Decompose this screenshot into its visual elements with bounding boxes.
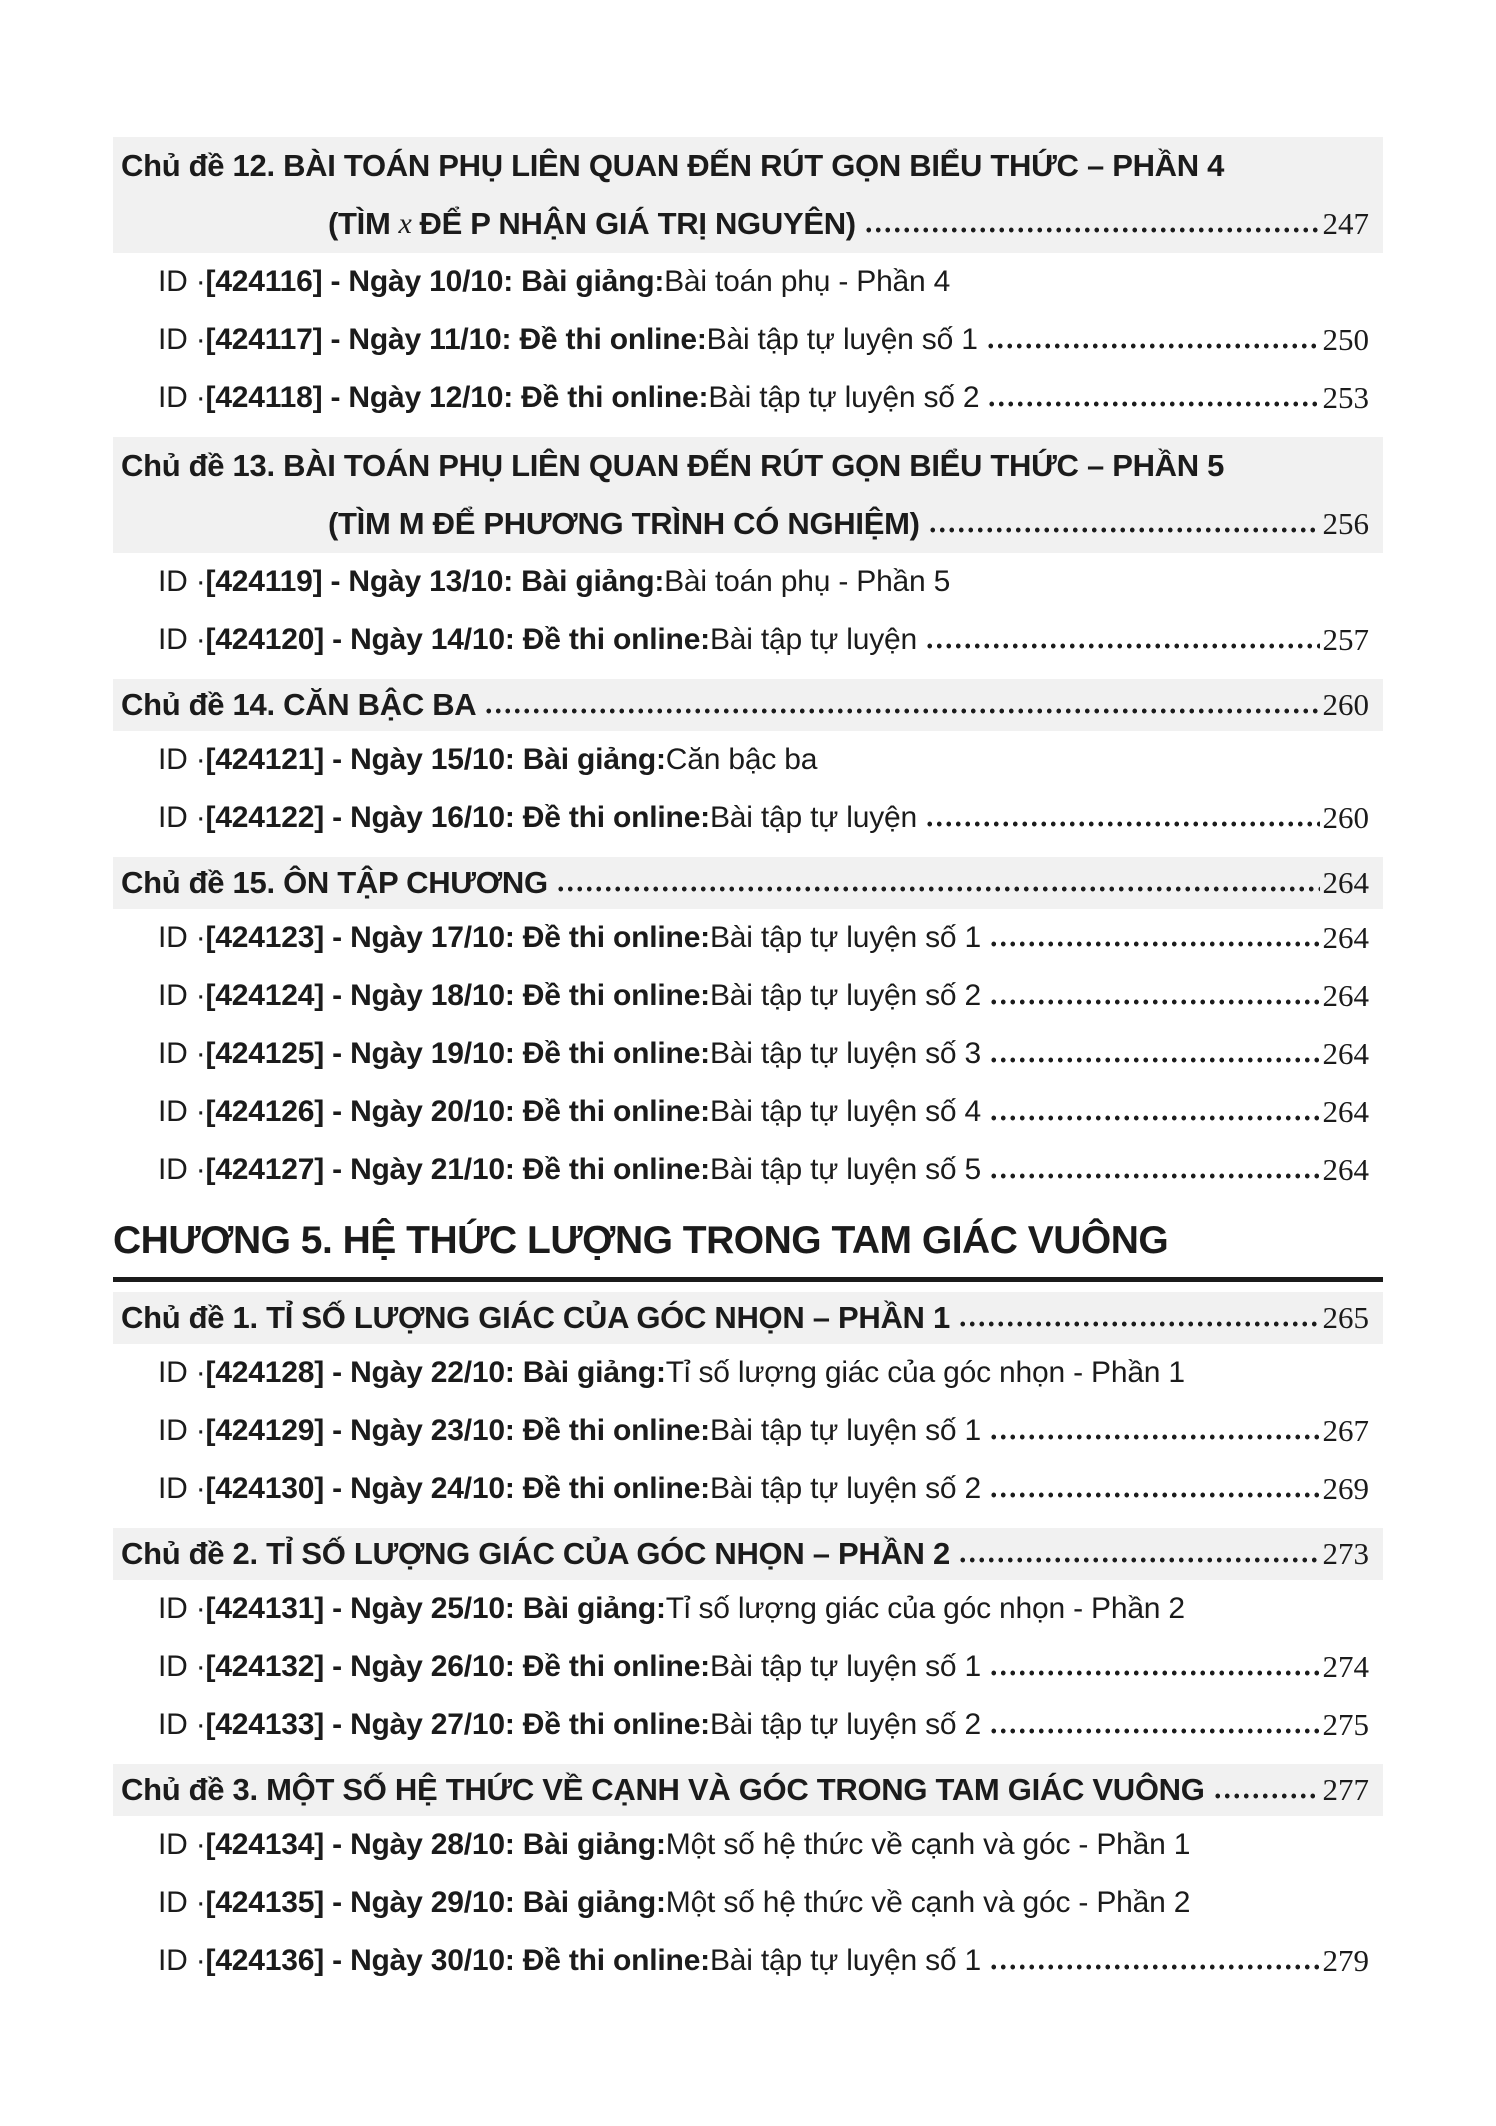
page-number: 269 xyxy=(1322,1471,1369,1506)
item-id-label: ID · xyxy=(158,1356,206,1389)
item-code-date: [424118] - Ngày 12/10: Đề thi online: xyxy=(205,381,709,414)
dot-leader xyxy=(989,1710,1319,1740)
item-title: Bài tập tự luyện số 1 xyxy=(709,1414,982,1447)
topic-title: Chủ đề 1. TỈ SỐ LƯỢNG GIÁC CỦA GÓC NHỌN – PHẦN 1 xyxy=(121,1300,950,1335)
page-number: 274 xyxy=(1322,1649,1369,1684)
dot-leader xyxy=(987,383,1319,413)
dot-leader xyxy=(925,803,1320,833)
page-number: 264 xyxy=(1322,1094,1369,1129)
toc-item xyxy=(113,909,1383,967)
topic-title: Chủ đề 3. MỘT SỐ HỆ THỨC VỀ CẠNH VÀ GÓC TRONG TAM GIÁC VUÔNG xyxy=(121,1772,1205,1807)
toc-item xyxy=(113,1580,1383,1638)
item-code-date: [424120] - Ngày 14/10: Đề thi online: xyxy=(205,623,710,656)
item-code-date: [424126] - Ngày 20/10: Đề thi online: xyxy=(205,1095,710,1128)
page-number: 264 xyxy=(1322,1152,1369,1187)
item-title: Bài tập tự luyện số 2 xyxy=(708,381,980,414)
item-id-label: ID · xyxy=(158,265,206,298)
page-number: 253 xyxy=(1322,380,1369,415)
item-id-label: ID · xyxy=(158,565,206,598)
item-id-label: ID · xyxy=(158,1944,206,1977)
topic-heading-line xyxy=(113,679,1383,731)
item-title: Một số hệ thức về cạnh và góc - Phần 2 xyxy=(665,1886,1191,1919)
item-id-label: ID · xyxy=(158,323,206,356)
page-number: 264 xyxy=(1322,978,1369,1013)
item-code-date: [424119] - Ngày 13/10: Bài giảng: xyxy=(205,565,665,598)
toc-item xyxy=(113,789,1383,847)
toc-item xyxy=(113,311,1383,369)
item-code-date: [424127] - Ngày 21/10: Đề thi online: xyxy=(205,1153,710,1186)
topic-heading xyxy=(113,679,1383,731)
topic-subtitle: (TÌM xyxy=(328,206,391,241)
dot-leader xyxy=(989,981,1319,1011)
dot-leader xyxy=(986,325,1320,355)
item-title: Bài tập tự luyện số 1 xyxy=(706,323,978,356)
toc-item xyxy=(113,731,1383,789)
item-title: Bài tập tự luyện số 5 xyxy=(709,1153,982,1186)
topic-title: Chủ đề 14. CĂN BẬC BA xyxy=(121,687,477,722)
page-number: 264 xyxy=(1322,865,1369,900)
item-id-label: ID · xyxy=(158,1037,206,1070)
dot-leader xyxy=(928,509,1320,539)
item-title: Bài tập tự luyện số 1 xyxy=(709,1650,982,1683)
item-title: Bài tập tự luyện số 2 xyxy=(709,979,982,1012)
item-id-label: ID · xyxy=(158,1095,206,1128)
toc-item xyxy=(113,967,1383,1025)
item-id-label: ID · xyxy=(158,1650,206,1683)
toc-item xyxy=(113,253,1383,311)
item-code-date: [424134] - Ngày 28/10: Bài giảng: xyxy=(205,1828,666,1861)
dot-leader xyxy=(989,1946,1319,1976)
toc-item xyxy=(113,1816,1383,1874)
item-id-label: ID · xyxy=(158,381,206,414)
chapter-title: CHƯƠNG 5. HỆ THỨC LƯỢNG TRONG TAM GIÁC VUÔNG xyxy=(113,1219,1169,1262)
topic-heading xyxy=(113,437,1383,553)
item-code-date: [424128] - Ngày 22/10: Bài giảng: xyxy=(205,1356,666,1389)
topic-subtitle-cont: ĐỂ P NHẬN GIÁ TRỊ NGUYÊN) xyxy=(419,206,856,241)
page-number: 250 xyxy=(1322,322,1369,357)
chapter-heading-block xyxy=(113,1213,1383,1282)
toc-item xyxy=(113,553,1383,611)
page-number: 247 xyxy=(1322,206,1369,241)
topic-subtitle-line xyxy=(113,495,1383,553)
item-id-label: ID · xyxy=(158,1592,206,1625)
item-id-label: ID · xyxy=(158,1886,206,1919)
item-code-date: [424129] - Ngày 23/10: Đề thi online: xyxy=(205,1414,710,1447)
page-number: 260 xyxy=(1322,687,1369,722)
topic-title: Chủ đề 12. BÀI TOÁN PHỤ LIÊN QUAN ĐẾN RÚT GỌN BIỂU THỨC – PHẦN 4 xyxy=(121,148,1225,183)
item-title: Bài tập tự luyện số 4 xyxy=(709,1095,982,1128)
item-code-date: [424123] - Ngày 17/10: Đề thi online: xyxy=(205,921,710,954)
item-title: Căn bậc ba xyxy=(665,743,818,776)
page-number: 256 xyxy=(1322,506,1369,541)
topic-subtitle-line xyxy=(113,195,1383,253)
dot-leader xyxy=(989,1474,1319,1504)
item-title: Bài tập tự luyện xyxy=(709,623,917,656)
dot-leader xyxy=(925,625,1320,655)
toc-item xyxy=(113,1932,1383,1990)
item-id-label: ID · xyxy=(158,979,206,1012)
dot-leader xyxy=(989,1097,1319,1127)
toc-item xyxy=(113,1344,1383,1402)
toc-item xyxy=(113,1460,1383,1518)
topic-heading-line xyxy=(113,1764,1383,1816)
page-number: 264 xyxy=(1322,920,1369,955)
item-title: Tỉ số lượng giác của góc nhọn - Phần 1 xyxy=(665,1356,1185,1389)
page-number: 257 xyxy=(1322,622,1369,657)
item-title: Bài tập tự luyện số 1 xyxy=(709,1944,982,1977)
chapter-divider xyxy=(113,1277,1383,1282)
item-title: Bài tập tự luyện số 3 xyxy=(709,1037,982,1070)
item-id-label: ID · xyxy=(158,743,206,776)
topic-heading xyxy=(113,857,1383,909)
topic-heading-line xyxy=(113,857,1383,909)
dot-leader xyxy=(958,1303,1320,1333)
item-code-date: [424131] - Ngày 25/10: Bài giảng: xyxy=(205,1592,666,1625)
page-number: 267 xyxy=(1322,1413,1369,1448)
topic-heading-line xyxy=(113,437,1383,495)
topic-title: Chủ đề 2. TỈ SỐ LƯỢNG GIÁC CỦA GÓC NHỌN – PHẦN 2 xyxy=(121,1536,950,1571)
item-id-label: ID · xyxy=(158,1472,206,1505)
toc-item xyxy=(113,1025,1383,1083)
topic-subtitle: (TÌM M ĐỂ PHƯƠNG TRÌNH CÓ NGHIỆM) xyxy=(328,506,920,541)
item-code-date: [424122] - Ngày 16/10: Đề thi online: xyxy=(205,801,710,834)
page-number: 260 xyxy=(1322,800,1369,835)
page-number: 273 xyxy=(1322,1536,1369,1571)
math-variable: x xyxy=(398,207,412,240)
item-title: Bài toán phụ - Phần 4 xyxy=(664,265,951,298)
item-title: Bài tập tự luyện số 1 xyxy=(709,921,982,954)
item-title: Bài tập tự luyện số 2 xyxy=(709,1708,982,1741)
toc-item xyxy=(113,1402,1383,1460)
topic-heading-line xyxy=(113,1528,1383,1580)
item-code-date: [424130] - Ngày 24/10: Đề thi online: xyxy=(205,1472,710,1505)
item-code-date: [424133] - Ngày 27/10: Đề thi online: xyxy=(205,1708,710,1741)
item-id-label: ID · xyxy=(158,623,206,656)
page-number: 279 xyxy=(1322,1943,1369,1978)
item-id-label: ID · xyxy=(158,1828,206,1861)
item-id-label: ID · xyxy=(158,1153,206,1186)
toc-item xyxy=(113,1696,1383,1754)
toc-page xyxy=(113,127,1383,1990)
topic-heading-line xyxy=(113,1292,1383,1344)
toc-item xyxy=(113,1083,1383,1141)
item-code-date: [424117] - Ngày 11/10: Đề thi online: xyxy=(205,323,707,356)
page-number: 264 xyxy=(1322,1036,1369,1071)
toc-item xyxy=(113,1141,1383,1199)
topic-heading xyxy=(113,1292,1383,1344)
toc-item xyxy=(113,1638,1383,1696)
dot-leader xyxy=(958,1539,1320,1569)
topic-heading xyxy=(113,1528,1383,1580)
topic-title: Chủ đề 15. ÔN TẬP CHƯƠNG xyxy=(121,865,548,900)
topic-heading xyxy=(113,1764,1383,1816)
item-code-date: [424121] - Ngày 15/10: Bài giảng: xyxy=(205,743,666,776)
item-title: Bài tập tự luyện số 2 xyxy=(709,1472,982,1505)
item-title: Bài toán phụ - Phần 5 xyxy=(664,565,951,598)
page-number: 277 xyxy=(1322,1772,1369,1807)
dot-leader xyxy=(989,923,1319,953)
dot-leader xyxy=(864,209,1320,239)
topic-heading xyxy=(113,137,1383,253)
dot-leader xyxy=(1213,1775,1320,1805)
item-code-date: [424135] - Ngày 29/10: Bài giảng: xyxy=(205,1886,666,1919)
topic-title: Chủ đề 13. BÀI TOÁN PHỤ LIÊN QUAN ĐẾN RÚT GỌN BIỂU THỨC – PHẦN 5 xyxy=(121,448,1225,483)
item-code-date: [424136] - Ngày 30/10: Đề thi online: xyxy=(205,1944,710,1977)
item-id-label: ID · xyxy=(158,801,206,834)
item-id-label: ID · xyxy=(158,1708,206,1741)
item-title: Tỉ số lượng giác của góc nhọn - Phần 2 xyxy=(665,1592,1185,1625)
item-code-date: [424132] - Ngày 26/10: Đề thi online: xyxy=(205,1650,710,1683)
item-id-label: ID · xyxy=(158,1414,206,1447)
page-number: 265 xyxy=(1322,1300,1369,1335)
dot-leader xyxy=(989,1039,1319,1069)
toc-item xyxy=(113,1874,1383,1932)
toc-item xyxy=(113,369,1383,427)
toc-item xyxy=(113,611,1383,669)
topic-heading-line xyxy=(113,137,1383,195)
dot-leader xyxy=(484,690,1319,720)
dot-leader xyxy=(556,868,1320,898)
dot-leader xyxy=(989,1155,1319,1185)
item-code-date: [424116] - Ngày 10/10: Bài giảng: xyxy=(205,265,665,298)
item-code-date: [424124] - Ngày 18/10: Đề thi online: xyxy=(205,979,710,1012)
item-title: Một số hệ thức về cạnh và góc - Phần 1 xyxy=(665,1828,1191,1861)
dot-leader xyxy=(989,1652,1319,1682)
item-id-label: ID · xyxy=(158,921,206,954)
item-code-date: [424125] - Ngày 19/10: Đề thi online: xyxy=(205,1037,710,1070)
item-title: Bài tập tự luyện xyxy=(709,801,917,834)
dot-leader xyxy=(989,1416,1319,1446)
page-number: 275 xyxy=(1322,1707,1369,1742)
